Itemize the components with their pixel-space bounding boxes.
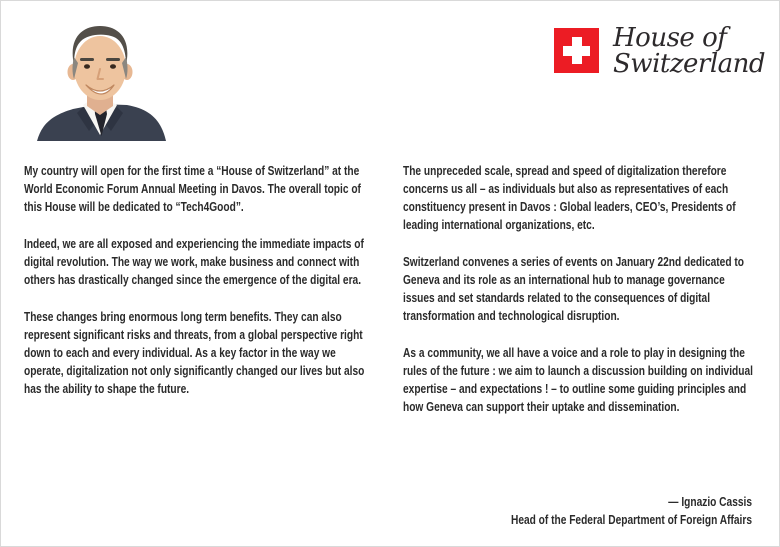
body-paragraph: The unpreceded scale, spread and speed of digitalization therefore concerns us all – as individuals but also as representatives of each constituency present in Davos : Global leaders, CEO’s, Presidents of leading international organizations, etc. (403, 164, 736, 232)
logo-wordmark (613, 25, 765, 77)
body-paragraph: Indeed, we are all exposed and experiencing the immediate impacts of digital revolution. The way we work, make business and connect with others has drastically changed since the emergence of the digital era. (24, 237, 364, 287)
attribution-title: Head of the Federal Department of Foreign Affairs (510, 513, 752, 527)
body-paragraph: Switzerland convenes a series of events on January 22nd dedicated to Geneva and its role as an international hub to manage governance issues and set standards related to the consequences of digital transformation and technological disruption. (403, 255, 744, 323)
attribution-name: — Ignazio Cassis (668, 495, 752, 509)
body-paragraph: As a community, we all have a voice and a role to play in designing the rules of the future : we aim to launch a discussion building on individual expertise – and expectations ! – to outline some guiding principles and how Geneva can support their uptake and dissemination. (403, 346, 753, 414)
portrait-photo (23, 19, 179, 141)
attribution (296, 493, 752, 529)
body-paragraph: These changes bring enormous long term benefits. They can also represent significant risks and threats, from a global perspective right down to each and every individual. As a key factor in the way we operate, digitalization not only significantly changed our lives but also has the ability to shape the future. (24, 310, 365, 396)
logo-line2: Switzerland (613, 49, 766, 79)
body-paragraph: My country will open for the first time a “House of Switzerland” at the World Economic Forum Annual Meeting in Davos. The overall topic of this House will be dedicated to “Tech4Good”. (24, 164, 361, 214)
logo-line1: House of (613, 23, 727, 53)
right-text-column (403, 162, 753, 416)
swiss-flag-icon (554, 28, 599, 73)
left-text-column (24, 162, 374, 398)
house-of-switzerland-logo (554, 23, 766, 79)
portrait-illustration (23, 19, 179, 141)
